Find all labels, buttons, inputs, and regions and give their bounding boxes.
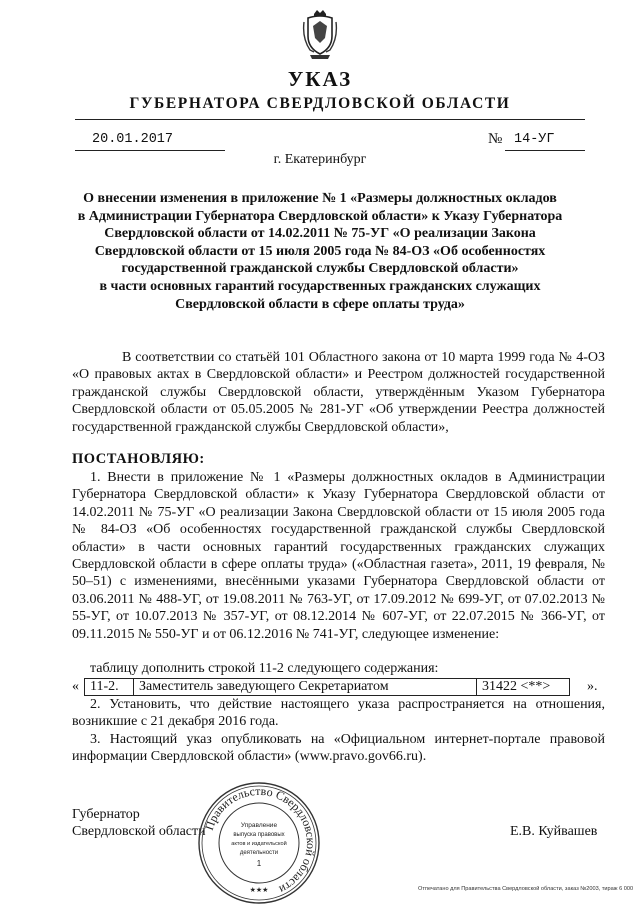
signatory-title-line: Губернатор — [72, 807, 140, 822]
header-divider — [75, 119, 585, 120]
table-row — [85, 679, 570, 696]
preamble-text: В соответствии со статьёй 101 Областного закона от 10 марта 1999 года № 4-ОЗ «О правовых актах в Свердловской области» и Реестром должностей государственной гражданской службы Свердловской области, утверждённым Указом Губернатора Свердловской области от 05.05.2005 № 281-УГ «Об утверждении Реестра должностей государственной гражданской службы Свердловской области», — [72, 350, 605, 435]
item-1-paragraph — [72, 469, 605, 643]
seal-inner-line: выпуска правовых — [233, 832, 285, 838]
item-3-text: 3. Настоящий указ опубликовать на «Официальном интернет-портале правовой информации Свердловской области» (www.pravo.gov66.ru). — [72, 732, 605, 765]
seal-inner-line: деятельности — [239, 850, 279, 856]
title-line: в части основных гарантий государственных гражданских служащих — [99, 278, 541, 294]
row-position-cell: Заместитель заведующего Секретариатом — [134, 679, 477, 696]
seal-number: 1 — [256, 859, 262, 868]
signatory-title — [72, 806, 206, 840]
close-quote: ». — [587, 679, 598, 694]
item-2-text: 2. Установить, что действие настоящего указа распространяется на отношения, возникшие с 21 декабря 2016 года. — [72, 697, 605, 730]
row-code-cell: 11-2. — [85, 679, 134, 696]
document-date: 20.01.2017 — [92, 132, 174, 147]
title-line: Свердловской области от 14.02.2011 № 75-УГ «О реализации Закона — [104, 226, 536, 242]
seal-inner-line: актов и издательской — [231, 841, 287, 847]
signatory-name: Е.В. Куйвашев — [510, 824, 598, 839]
document-number: 14-УГ — [514, 132, 555, 147]
item-3-paragraph — [72, 731, 605, 766]
item-2-paragraph — [72, 696, 605, 731]
print-footnote: Отпечатано для Правительства Свердловской области, заказ №2003, тираж 6 000 — [418, 886, 634, 892]
inserted-row-table — [84, 678, 570, 696]
official-seal — [196, 780, 322, 906]
issuing-authority: ГУБЕРНАТОРА СВЕРДЛОВСКОЙ ОБЛАСТИ — [129, 95, 511, 112]
resolve-heading: ПОСТАНОВЛЯЮ: — [72, 451, 205, 467]
preamble-paragraph — [72, 349, 605, 436]
document-title — [66, 190, 574, 313]
document-city: г. Екатеринбург — [273, 152, 367, 167]
document-type: УКАЗ — [287, 67, 353, 91]
inserted-table-row — [72, 678, 605, 698]
number-underline — [505, 150, 585, 151]
title-line: государственной гражданской службы Свердловской области» — [121, 261, 519, 277]
signatory-title-line: Свердловской области — [72, 824, 206, 839]
title-line: О внесении изменения в приложение № 1 «Размеры должностных окладов — [83, 191, 557, 206]
number-label: № — [488, 131, 503, 147]
coat-of-arms-icon — [302, 8, 338, 60]
title-line: Свердловской области в сфере оплаты труда» — [175, 296, 465, 312]
row-salary-cell: 31422 <**> — [477, 679, 570, 696]
seal-outer-text: Правительство Свердловской области — [201, 783, 319, 897]
date-underline — [75, 150, 225, 151]
open-quote: « — [72, 679, 79, 694]
seal-stars: ★★★ — [249, 886, 269, 894]
seal-inner-line: Управление — [240, 822, 278, 829]
title-line: в Администрации Губернатора Свердловской области» к Указу Губернатора — [77, 208, 563, 224]
table-intro: таблицу дополнить строкой 11-2 следующего содержания: — [90, 661, 439, 676]
title-line: Свердловской области от 15 июля 2005 года № 84-ОЗ «Об особенностях — [94, 243, 546, 259]
item-1-text: 1. Внести в приложение № 1 «Размеры должностных окладов в Администрации Губернатора Свердловской области» к Указу Губернатора Свердловской области от 14.02.2011 № 75-УГ «О реализации Закона Свердловской области от 15 июля 2005 года № 84-ОЗ «Об особенностях государственной гражданской службы Свердловской области» в части основных гарантий государственных гражданских служащих Свердловской области в сфере оплаты труда» («Областная газета», 2011, 19 февраля, № 50–51) с изменениями, внесёнными указами Губернатора Свердловской области от 03.06.2011 № 488-УГ, от 19.08.2011 № 763-УГ, от 17.09.2012 № 699-УГ, от 07.02.2013 № 55-УГ, от 10.07.2013 № 357-УГ, от 08.12.2014 № 607-УГ, от 22.07.2015 № 366-УГ, от 09.11.2015 № 550-УГ и от 06.12.2016 № 741-УГ, следующее изменение: — [72, 470, 605, 642]
